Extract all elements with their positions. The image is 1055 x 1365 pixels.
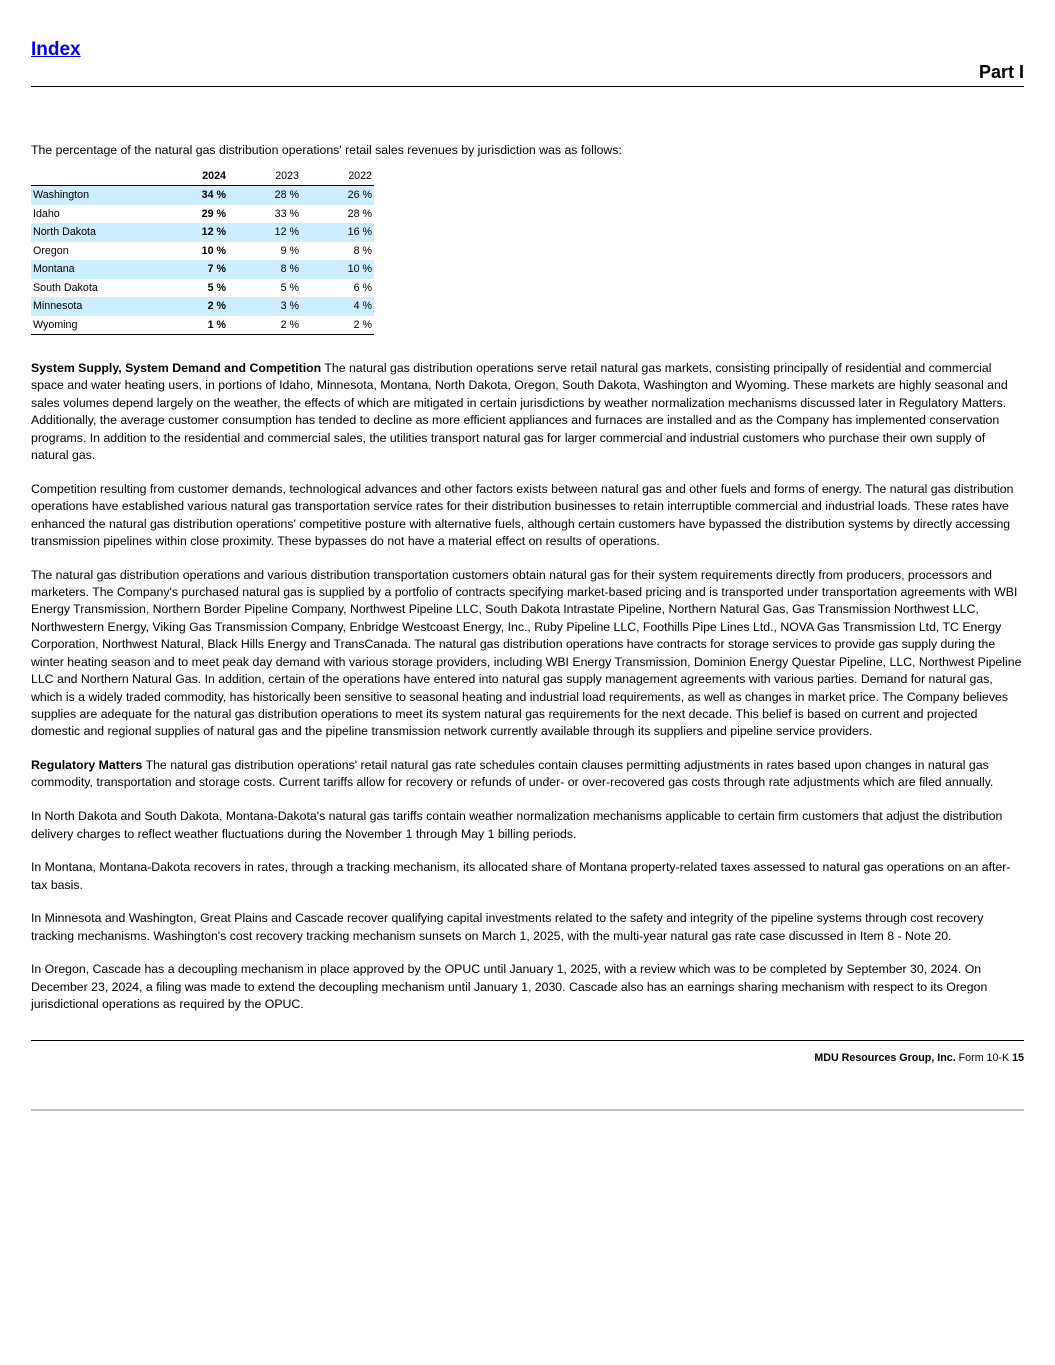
revenue-by-jurisdiction-table [31,167,374,335]
value-2022: 8 % [353,244,372,257]
table-row [31,186,374,205]
paragraph-supply-sources: The natural gas distribution operations and various distribution transportation customers obtain natural gas for their system requirements directly from producers, processors and marketers. The Company's purchased natural gas is supplied by a portfolio of contracts specifying market-based pricing and is transported under transportation agreements with WBI Energy Transmission, Northern Border Pipeline Company, Northwest Pipeline LLC, South Dakota Intrastate Pipeline, Northern Natural Gas, Gas Transmission Northwest LLC, Northwestern Energy, Viking Gas Transmission Company, Enbridge Westcoast Energy, Inc., Ruby Pipeline LLC, Foothills Pipe Lines Ltd., NOVA Gas Transmission Ltd, TC Energy Corporation, Northwest Natural, Black Hills Energy and TransCanada. The natural gas distribution operations have contracts for storage services to provide gas supply during the winter heating season and to meet peak day demand with various storage providers, including WBI Energy Transmission, Dominion Energy Questar Pipeline, LLC, Northwest Pipeline LLC and Northern Natural Gas. In addition, certain of the operations have entered into natural gas supply management agreements with various parties. Demand for natural gas, which is a widely traded commodity, has historically been sensitive to seasonal heating and industrial load requirements, as well as changes in market price. The Company believes supplies are adequate for the natural gas distribution operations to meet its system natural gas requirements for the next decade. This belief is based on current and projected domestic and regional supplies of natural gas and the pipeline transmission network currently available through its suppliers and pipeline service providers. [31,567,1022,739]
jurisdiction-cell: Idaho [33,207,60,220]
table-row [31,205,374,224]
table-row [31,260,374,279]
header-2024: 2024 [202,170,226,182]
jurisdiction-cell: South Dakota [33,281,98,294]
footer-form: Form 10-K [955,1052,1013,1064]
footer-divider [31,1040,1024,1041]
header-divider [31,86,1024,87]
table-row [31,316,374,335]
paragraph-oregon: In Oregon, Cascade has a decoupling mechanism in place approved by the OPUC until January 1, 2025, with a review which was to be completed by September 30, 2024. On December 23, 2024, a filing was made to extend the decoupling mechanism until January 1, 2030. Cascade also has an earnings sharing mechanism with respect to its Oregon jurisdictional operations as required by the OPUC. [31,962,988,1012]
jurisdiction-cell: Montana [33,263,75,276]
jurisdiction-cell: Washington [33,189,90,202]
part-label: Part I [978,62,1024,82]
body-text [31,360,1024,1030]
value-2023: 12 % [274,226,299,239]
jurisdiction-cell: Minnesota [33,300,83,313]
value-2024: 34 % [201,189,226,202]
value-2022: 28 % [347,207,372,220]
jurisdiction-cell: North Dakota [33,226,96,239]
paragraph-system-supply [31,360,1024,464]
value-2022: 16 % [347,226,372,239]
value-2022: 10 % [347,263,372,276]
jurisdiction-cell: Wyoming [33,318,78,331]
table-row [31,223,374,242]
heading-regulatory-matters: Regulatory Matters [31,758,143,773]
paragraph-text: The natural gas distribution operations serve retail natural gas markets, consisting principally of residential and commercial space and water heating users, in portions of Idaho, Minnesota, Montana, North Dakota, Oregon, South Dakota, Washington and Wyoming. These markets are highly seasonal and sales volumes depend largely on the weather, the effects of which are mitigated in certain jurisdictions by weather normalization mechanisms discussed later in Regulatory Matters. Additionally, the average customer consumption has tended to decline as more efficient appliances and furnaces are installed and as the Company has implemented conservation programs. In addition to the residential and commercial sales, the utilities transport natural gas for larger commercial and industrial customers who purchase their own supply of natural gas. [31,361,1008,463]
value-2023: 33 % [274,207,299,220]
table-row [31,297,374,316]
footer-page-number: 15 [1012,1052,1024,1064]
value-2024: 2 % [207,300,226,313]
paragraph-montana: In Montana, Montana-Dakota recovers in rates, through a tracking mechanism, its allocated share of Montana property-related taxes assessed to natural gas operations on an after-tax basis. [31,860,1011,892]
header-2023: 2023 [275,170,299,182]
value-2024: 1 % [207,318,226,331]
value-2024: 10 % [201,244,226,257]
value-2023: 5 % [280,281,299,294]
value-2024: 5 % [207,281,226,294]
page-footer [814,1052,1024,1064]
value-2023: 8 % [280,263,299,276]
value-2024: 7 % [207,263,226,276]
value-2022: 4 % [353,300,372,313]
value-2023: 2 % [280,318,299,331]
page-break-line [31,1109,1024,1111]
paragraph-dakotas: In North Dakota and South Dakota, Montana-Dakota's natural gas tariffs contain weather normalization mechanisms applicable to certain firm customers that adjust the distribution delivery charges to reflect weather fluctuations during the November 1 through May 1 billing periods. [31,809,1003,841]
paragraph-text: The natural gas distribution operations' retail natural gas rate schedules contain clauses permitting adjustments in rates based upon changes in natural gas commodity, transportation and storage costs. Current tariffs allow for recovery or refunds of under- or over-recovered gas costs through rate adjustments which are filed annually. [31,758,994,790]
value-2023: 28 % [274,189,299,202]
value-2023: 3 % [280,300,299,313]
value-2023: 9 % [280,244,299,257]
value-2022: 26 % [347,189,372,202]
table-header-row [31,167,374,186]
heading-system-supply: System Supply, System Demand and Competition [31,361,322,375]
value-2022: 2 % [353,318,372,331]
paragraph-minnesota-washington: In Minnesota and Washington, Great Plains and Cascade recover qualifying capital investments related to the safety and integrity of the pipeline systems through cost recovery tracking mechanisms. Washington's cost recovery tracking mechanism sunsets on March 1, 2025, with the multi-year natural gas rate case discussed in Item 8 - Note 20. [31,911,984,943]
table-row [31,279,374,298]
header-2022: 2022 [348,170,372,182]
value-2022: 6 % [353,281,372,294]
header-jurisdiction [31,167,155,186]
jurisdiction-cell: Oregon [33,244,69,257]
paragraph-regulatory [31,757,1024,792]
index-link[interactable]: Index [31,39,81,60]
paragraph-competition: Competition resulting from customer demands, technological advances and other factors exists between natural gas and other fuels and forms of energy. The natural gas distribution operations have established various natural gas transportation service rates for their distribution businesses to retain interruptible commercial and industrial loads. These rates have enhanced the natural gas distribution operations' competitive posture with alternative fuels, although certain customers have bypassed the distribution systems by directly accessing transmission pipelines within close proximity. These bypasses do not have a material effect on results of operations. [31,481,1014,548]
value-2024: 12 % [201,226,226,239]
table-intro: The percentage of the natural gas distribution operations' retail sales revenues by jurisdiction was as follows: [31,143,622,157]
footer-company: MDU Resources Group, Inc. [814,1052,956,1064]
table-row [31,242,374,261]
value-2024: 29 % [201,207,226,220]
